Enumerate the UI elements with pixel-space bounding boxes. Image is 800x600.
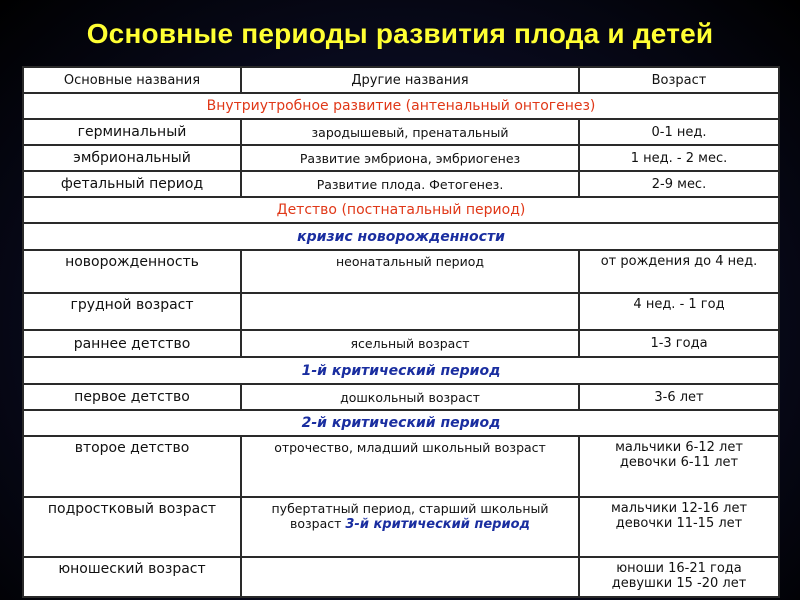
row-youth-age-girls: девушки 15 -20 лет [611, 576, 747, 591]
row-second-main: второе детство [23, 436, 241, 497]
section-crisis-newborn: кризис новорожденности [23, 223, 779, 250]
header-main-names: Основные названия [23, 67, 241, 93]
row-neonatal-main: новорожденность [23, 250, 241, 293]
row-neonatal-other: неонатальный период [241, 250, 579, 293]
row-germinal-other: зародышевый, пренатальный [241, 119, 579, 145]
row-early-age: 1-3 года [579, 330, 779, 357]
row-fetal-main: фетальный период [23, 171, 241, 197]
section-crisis-2: 2-й критический период [23, 410, 779, 436]
row-infant-age: 4 нед. - 1 год [579, 293, 779, 330]
row-second-age [579, 436, 779, 497]
row-youth-main: юношеский возраст [23, 557, 241, 597]
header-other-names: Другие названия [241, 67, 579, 93]
table-row [23, 384, 779, 410]
row-youth-age-boys: юноши 16-21 года [616, 561, 742, 576]
row-second-age-girls: девочки 6-11 лет [619, 455, 739, 470]
section-row-crisis-2 [23, 410, 779, 436]
row-teen-other [241, 497, 579, 557]
row-first-age: 3-6 лет [579, 384, 779, 410]
row-germinal-main: герминальный [23, 119, 241, 145]
row-youth-other [241, 557, 579, 597]
row-early-main: раннее детство [23, 330, 241, 357]
table-row [23, 436, 779, 497]
section-row-crisis-1 [23, 357, 779, 384]
row-youth-age [579, 557, 779, 597]
table-row [23, 145, 779, 171]
table-row [23, 250, 779, 293]
row-embryonic-other: Развитие эмбриона, эмбриогенез [241, 145, 579, 171]
table-row [23, 330, 779, 357]
table-row [23, 119, 779, 145]
periods-table [22, 66, 780, 598]
slide-title: Основные периоды развития плода и детей [86, 18, 714, 49]
row-germinal-age: 0-1 нед. [579, 119, 779, 145]
row-embryonic-age: 1 нед. - 2 мес. [579, 145, 779, 171]
row-infant-other [241, 293, 579, 330]
row-infant-main: грудной возраст [23, 293, 241, 330]
row-first-main: первое детство [23, 384, 241, 410]
table-row [23, 557, 779, 597]
row-embryonic-main: эмбриональный [23, 145, 241, 171]
table-row [23, 497, 779, 557]
section-row-antenatal [23, 93, 779, 119]
section-crisis-1: 1-й критический период [23, 357, 779, 384]
row-teen-main: подростковый возраст [23, 497, 241, 557]
table-header-row [23, 67, 779, 93]
row-teen-age [579, 497, 779, 557]
row-first-other: дошкольный возраст [241, 384, 579, 410]
section-row-childhood [23, 197, 779, 223]
row-fetal-other: Развитие плода. Фетогенез. [241, 171, 579, 197]
row-second-other: отрочество, младший школьный возраст [241, 436, 579, 497]
row-teen-other-text: пубертатный период, старший школьный [271, 501, 549, 516]
table-row [23, 171, 779, 197]
header-age: Возраст [579, 67, 779, 93]
row-teen-other-age-word: возраст [289, 516, 342, 531]
row-early-other: ясельный возраст [241, 330, 579, 357]
row-teen-other-line3 [246, 516, 574, 532]
section-childhood: Детство (постнатальный период) [23, 197, 779, 223]
row-second-age-boys: мальчики 6-12 лет [615, 440, 743, 455]
row-fetal-age: 2-9 мес. [579, 171, 779, 197]
section-antenatal: Внутриутробное развитие (антенальный онтогенез) [23, 93, 779, 119]
table-row [23, 293, 779, 330]
row-teen-age-boys: мальчики 12-16 лет [610, 501, 748, 516]
row-teen-crisis-3: 3-й критический период [345, 517, 531, 532]
row-teen-age-girls: девочки 11-15 лет [615, 516, 743, 531]
row-neonatal-age: от рождения до 4 нед. [579, 250, 779, 293]
section-row-crisis-newborn [23, 223, 779, 250]
